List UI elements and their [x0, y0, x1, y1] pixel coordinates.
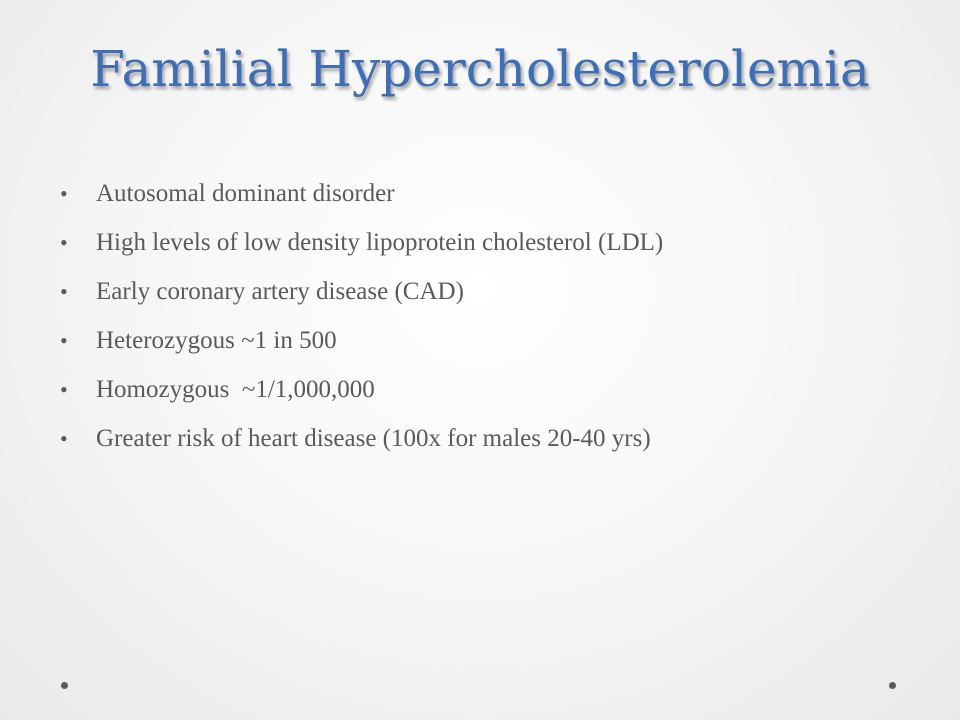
bullet-item — [60, 274, 940, 310]
slide-title: Familial Hypercholesterolemia — [90, 40, 870, 98]
bullet-dot-icon: • — [60, 426, 68, 451]
bullet-dot-icon: • — [60, 279, 68, 304]
corner-dot-icon — [61, 682, 68, 689]
bullet-dot-icon: • — [60, 328, 68, 353]
bullet-text: High levels of low density lipoprotein cholesterol (LDL) — [96, 229, 664, 256]
bullet-item — [60, 225, 940, 261]
bullet-dot-icon: • — [60, 181, 68, 206]
bullet-text: Homozygous ~1/1,000,000 — [96, 376, 375, 403]
bullet-item — [60, 176, 940, 212]
bullet-text: Heterozygous ~1 in 500 — [96, 327, 337, 354]
bullet-text: Greater risk of heart disease (100x for males 20-40 yrs) — [96, 425, 651, 452]
corner-dot-icon — [889, 682, 896, 689]
bullet-text: Early coronary artery disease (CAD) — [96, 278, 464, 305]
bullet-dot-icon: • — [60, 377, 68, 402]
bullet-item — [60, 421, 940, 457]
bullet-dot-icon: • — [60, 230, 68, 255]
bullet-item — [60, 372, 940, 408]
bullet-list — [60, 176, 940, 470]
bullet-item — [60, 323, 940, 359]
bullet-text: Autosomal dominant disorder — [96, 180, 395, 207]
